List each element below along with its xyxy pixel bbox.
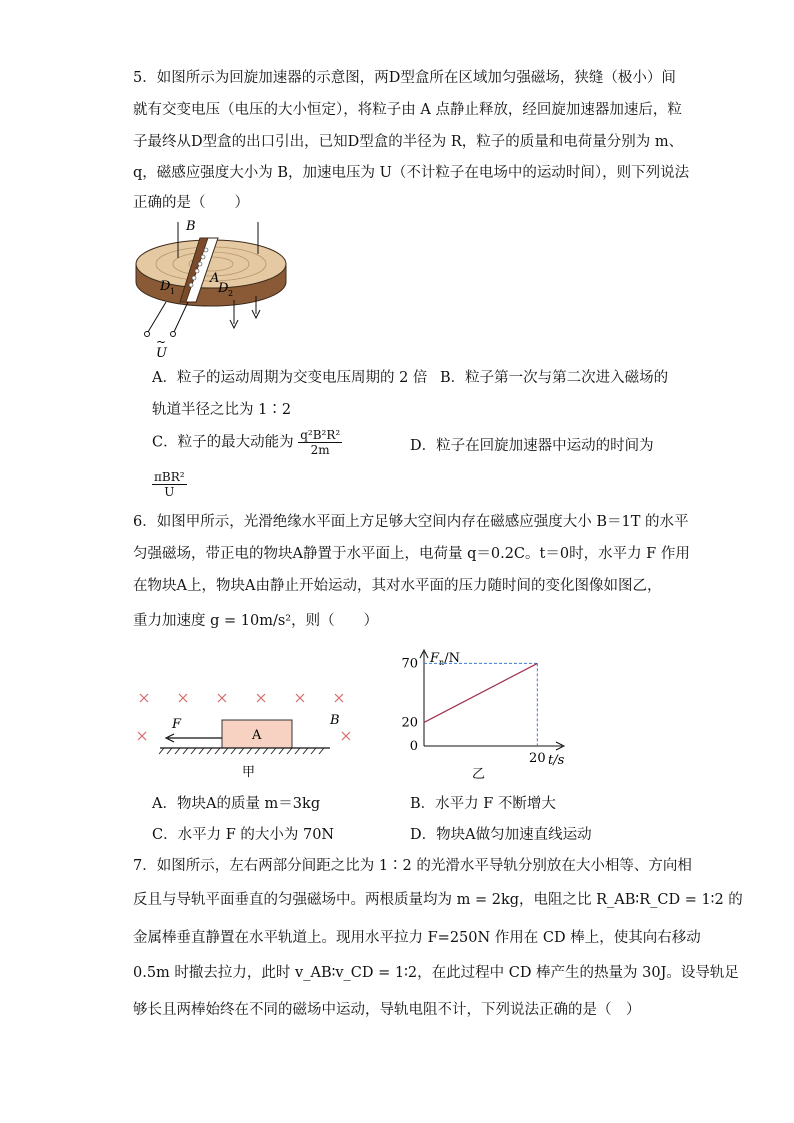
label-d2-sub: 2	[228, 289, 234, 298]
q6-option-c: C．水平力 F 的大小为 70N	[152, 827, 335, 843]
q5-option-d-denominator: U	[164, 485, 175, 499]
y-axis-label-unit: /N	[444, 651, 460, 666]
q5-option-b-cont: 轨道半径之比为 1∶2	[152, 402, 292, 418]
q5-option-d-fraction	[152, 470, 187, 499]
figure-jia	[130, 684, 360, 780]
y-tick-label-2: 70	[401, 656, 418, 672]
y-axis-label	[429, 651, 460, 667]
q6-line-3: 在物块A上，物块A由静止开始运动，其对水平面的压力随时间的变化图像如图乙，	[133, 578, 662, 594]
figure-yi-chart	[390, 646, 580, 782]
y-tick-label-0: 0	[409, 739, 418, 754]
y-tick-label-1: 20	[401, 715, 418, 731]
q5-option-a: A．粒子的运动周期为交变电压周期的 2 倍	[152, 370, 428, 386]
q6-option-d: D．物块A做匀加速直线运动	[410, 827, 592, 843]
q5-option-c-denominator: 2m	[310, 443, 330, 457]
q5-option-c-numerator: q²B²R²	[300, 428, 341, 442]
q7-line-5: 够长且两棒始终在不同的磁场中运动，导轨电阻不计，下列说法正确的是（ ）	[133, 1002, 641, 1018]
q5-option-d-fraction-wrap	[152, 470, 187, 499]
q7-line-4: 0.5m 时撤去拉力，此时 v_AB∶v_CD = 1∶2，在此过程中 CD 棒产生的热量为 30J。设导轨足	[133, 965, 739, 981]
force-label: F	[172, 717, 182, 732]
q6-option-a: A．物块A的质量 m＝3kg	[152, 796, 321, 812]
q7-line-1: 7．如图所示，左右两部分间距之比为 1∶2 的光滑水平导轨分别放在大小相等、方向相	[133, 858, 692, 874]
figure-yi-caption: 乙	[472, 767, 486, 782]
q6-line-4: 重力加速度 g = 10m/s²，则（ ）	[133, 613, 379, 629]
q5-option-b: B．粒子第一次与第二次进入磁场的	[440, 370, 669, 386]
field-label: B	[330, 713, 340, 728]
figure-jia-caption: 甲	[242, 765, 256, 780]
label-b: B	[186, 219, 196, 234]
q5-option-d-numerator: πBR²	[154, 470, 185, 484]
label-a: A	[210, 271, 220, 286]
y-axis-label-sub: n	[439, 658, 445, 667]
label-tilde: ~	[156, 335, 167, 349]
q5-line-4: q，磁感应强度大小为 B，加速电压为 U（不计粒子在电场中的运动时间），则下列说法	[133, 165, 690, 181]
q7-line-2: 反且与导轨平面垂直的匀强磁场中。两根质量均为 m = 2kg，电阻之比 R_AB∶R_CD = 1∶2 的	[133, 892, 743, 908]
cyclotron-figure	[130, 214, 300, 359]
x-tick-label-0: 20	[529, 751, 546, 766]
q7-line-3: 金属棒垂直静置在水平轨道上。现用水平拉力 F=250N 作用在 CD 棒上，使其向右移动	[133, 930, 701, 946]
q5-line-2: 就有交变电压（电压的大小恒定），将粒子由 A 点静止释放，经回旋加速器加速后，粒	[133, 102, 682, 118]
q5-option-c-text: C．粒子的最大动能为	[152, 434, 294, 451]
q5-option-d: D．粒子在回旋加速器中运动的时间为	[410, 438, 654, 454]
block-a-label: A	[252, 728, 262, 743]
q5-option-c	[152, 428, 342, 457]
q5-line-3: 子最终从D型盒的出口引出，已知D型盒的半径为 R，粒子的质量和电荷量分别为 m、	[133, 134, 684, 150]
q6-line-2: 匀强磁场，带正电的物块A静置于水平面上，电荷量 q＝0.2C。t＝0时，水平力 F 作用	[133, 546, 690, 562]
q6-option-b: B．水平力 F 不断增大	[410, 796, 556, 812]
ground-hatch	[159, 748, 324, 754]
q5-option-c-fraction	[298, 428, 342, 457]
q6-line-1: 6．如图甲所示，光滑绝缘水平面上方足够大空间内存在磁感应强度大小 B＝1T 的水平	[133, 514, 689, 530]
series-line-fn	[424, 663, 537, 722]
q5-line-1: 5．如图所示为回旋加速器的示意图，两D型盒所在区域加匀强磁场，狭缝（极小）间	[133, 70, 676, 86]
label-d2: D	[218, 281, 229, 296]
label-d1: D	[160, 279, 171, 294]
label-u: U	[156, 346, 167, 359]
label-d1-sub: 1	[170, 287, 176, 296]
q5-line-5: 正确的是（ ）	[133, 195, 249, 211]
y-axis-label-main: F	[430, 651, 440, 666]
x-axis-label: t/s	[548, 753, 565, 768]
